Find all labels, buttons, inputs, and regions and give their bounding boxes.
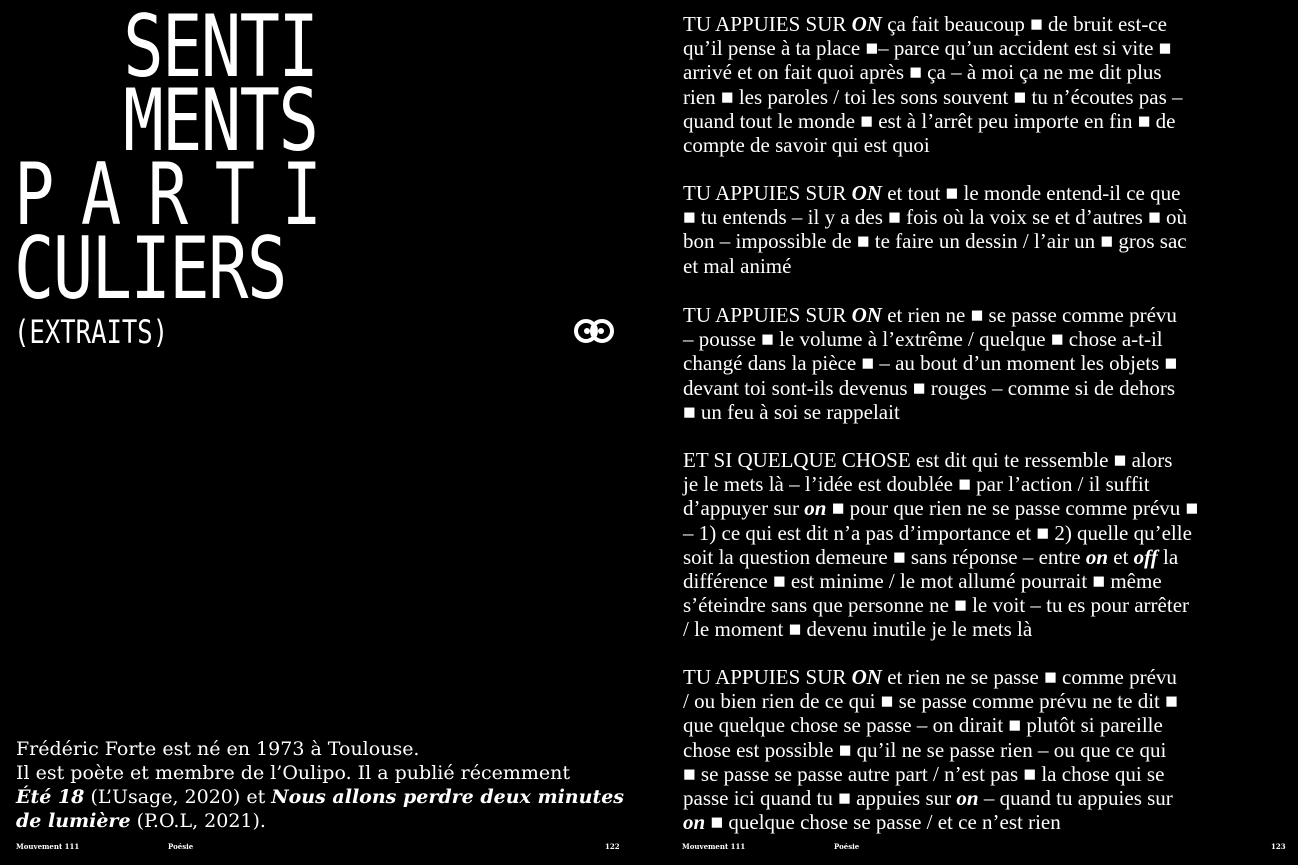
text-segment: ■ quelque chose se passe / et ce n’est rien xyxy=(705,810,1061,835)
poem-stanza xyxy=(683,665,1293,834)
text-line xyxy=(683,36,1293,60)
text-segment: et mal animé xyxy=(683,253,792,278)
text-line xyxy=(683,496,1293,520)
italic-text: Nous allons perdre deux minutes xyxy=(271,786,624,808)
text-line xyxy=(683,229,1293,253)
footer-page-number: 123 xyxy=(1271,842,1286,851)
poem-stanza xyxy=(683,448,1293,642)
italic-text: de lumière xyxy=(16,810,131,832)
text-segment: ■ un feu à soi se rappelait xyxy=(683,399,900,424)
text-segment: et rien ne ■ se passe comme prévu xyxy=(881,303,1177,327)
title-line-4: CULIERS xyxy=(14,219,286,319)
text-line xyxy=(683,254,1293,278)
text-line xyxy=(683,569,1293,593)
italic-text: ON xyxy=(851,665,882,689)
text-line xyxy=(683,472,1293,496)
text-line xyxy=(683,376,1293,400)
italic-text: on xyxy=(683,810,706,835)
title-line-1: SENTI xyxy=(123,0,318,97)
text-segment: TU APPUIES SUR xyxy=(683,181,852,205)
text-segment: que quelque chose se passe – on dirait ■ plutôt si pareille xyxy=(683,713,1163,738)
text-line xyxy=(683,545,1293,569)
text-segment: – 1) ce qui est dit n’a pas d’importance et ■ 2) quelle qu’elle xyxy=(683,520,1192,545)
text-segment: d’appuyer sur xyxy=(683,496,805,521)
text-line xyxy=(683,400,1293,424)
text-line xyxy=(683,205,1293,229)
text-line xyxy=(683,762,1293,786)
title-line-2: MENTS xyxy=(123,71,318,171)
text-segment: TU APPUIES SUR xyxy=(683,665,852,689)
text-line xyxy=(683,713,1293,737)
text-line xyxy=(683,665,1293,689)
footer-section: Poésie xyxy=(834,842,860,851)
text-line xyxy=(683,738,1293,762)
text-segment: je le mets là – l’idée est doublée ■ par l’action / il suffit xyxy=(683,472,1150,497)
author-bio xyxy=(16,737,624,833)
text-line xyxy=(683,593,1293,617)
text-line xyxy=(683,617,1293,641)
text-line xyxy=(683,448,1293,472)
poem-stanza xyxy=(683,303,1293,424)
text-segment: et xyxy=(1108,544,1134,569)
italic-text: on xyxy=(1085,544,1109,569)
italic-text: on xyxy=(804,496,827,521)
text-segment: – pousse ■ le volume à l’extrême / quelque ■ chose a-t-il xyxy=(683,327,1163,352)
italic-text: Été 18 xyxy=(16,786,85,808)
text-segment: arrivé et on fait quoi après ■ ça – à moi ça ne me dit plus xyxy=(683,60,1162,85)
text-segment: rien ■ les paroles / toi les sons souvent ■ tu n’écoutes pas – xyxy=(683,84,1183,109)
text-line xyxy=(683,689,1293,713)
italic-text: on xyxy=(956,786,979,811)
text-line xyxy=(683,786,1293,810)
text-segment: qu’il pense à ta place ■– parce qu’un accident est si vite ■ xyxy=(683,36,1172,61)
footer-magazine: Mouvement 111 xyxy=(682,842,746,851)
text-line xyxy=(683,60,1293,84)
text-segment: (P.O.L, 2021). xyxy=(130,810,266,832)
text-segment: ■ pour que rien ne se passe comme prévu ■ xyxy=(826,496,1199,521)
text-segment: Il est poète et membre de l’Oulipo. Il a publié récemment xyxy=(16,762,571,784)
text-line xyxy=(683,351,1293,375)
text-segment: (L’Usage, 2020) et xyxy=(84,786,272,808)
text-segment: ET SI QUELQUE CHOSE est dit qui te ressemble ■ alors xyxy=(683,448,1173,472)
text-segment: compte de savoir qui est quoi xyxy=(683,133,930,158)
text-line xyxy=(683,133,1293,157)
text-segment: chose est possible ■ qu’il ne se passe rien – ou que ce qui xyxy=(683,737,1167,762)
magazine-logo-icon xyxy=(574,316,614,346)
text-segment: TU APPUIES SUR xyxy=(683,12,852,36)
text-line xyxy=(683,12,1293,36)
text-segment: et rien ne se passe ■ comme prévu xyxy=(881,665,1177,689)
text-segment: s’éteindre sans que personne ne ■ le voit – tu es pour arrêter xyxy=(683,593,1190,618)
text-line xyxy=(16,809,616,833)
italic-text: ON xyxy=(851,303,882,327)
text-segment: et tout ■ le monde entend-il ce que xyxy=(881,181,1181,205)
text-segment: ■ se passe se passe autre part / n’est pas ■ la chose qui se xyxy=(683,761,1165,786)
poem-subtitle: (EXTRAITS) xyxy=(14,313,169,351)
footer-page-number: 122 xyxy=(605,842,620,851)
text-line xyxy=(683,521,1293,545)
text-segment: / le moment ■ devenu inutile je le mets là xyxy=(683,617,1033,642)
text-segment: différence ■ est minime / le mot allumé pourrait ■ même xyxy=(683,569,1162,594)
text-line xyxy=(683,327,1293,351)
text-line xyxy=(683,109,1293,133)
text-segment: changé dans la pièce ■ – au bout d’un moment les objets ■ xyxy=(683,351,1178,376)
text-line xyxy=(683,85,1293,109)
title-line-3: PARTI xyxy=(14,145,349,245)
text-segment: la xyxy=(1157,544,1179,569)
italic-text: ON xyxy=(851,181,882,205)
italic-text: ON xyxy=(851,12,882,36)
footer-magazine: Mouvement 111 xyxy=(16,842,80,851)
text-line xyxy=(683,181,1293,205)
poem-title xyxy=(14,0,634,319)
poem-stanza xyxy=(683,181,1293,278)
text-line xyxy=(683,303,1293,327)
right-page xyxy=(649,0,1298,865)
text-segment: – quand tu appuies sur xyxy=(978,786,1173,811)
text-segment: passe ici quand tu ■ appuies sur xyxy=(683,786,957,811)
poem-stanza xyxy=(683,12,1293,157)
text-segment: bon – impossible de ■ te faire un dessin / l’air un ■ gros sac xyxy=(683,229,1187,254)
text-segment: ■ tu entends – il y a des ■ fois où la voix se et d’autres ■ où xyxy=(683,205,1188,230)
text-line xyxy=(683,810,1293,834)
text-segment: TU APPUIES SUR xyxy=(683,303,852,327)
text-segment: soit la question demeure ■ sans réponse – entre xyxy=(683,544,1086,569)
text-segment: Frédéric Forte est né en 1973 à Toulouse. xyxy=(16,738,420,760)
text-line xyxy=(16,761,616,785)
italic-text: off xyxy=(1133,544,1158,569)
text-line xyxy=(16,785,624,809)
text-segment: quand tout le monde ■ est à l’arrêt peu importe en fin ■ de xyxy=(683,108,1176,133)
text-segment: devant toi sont-ils devenus ■ rouges – comme si de dehors xyxy=(683,375,1176,400)
footer-section: Poésie xyxy=(168,842,194,851)
text-line xyxy=(16,737,616,761)
text-segment: ça fait beaucoup ■ de bruit est-ce xyxy=(881,12,1167,36)
text-segment: / ou bien rien de ce qui ■ se passe comme prévu ne te dit ■ xyxy=(683,689,1178,714)
